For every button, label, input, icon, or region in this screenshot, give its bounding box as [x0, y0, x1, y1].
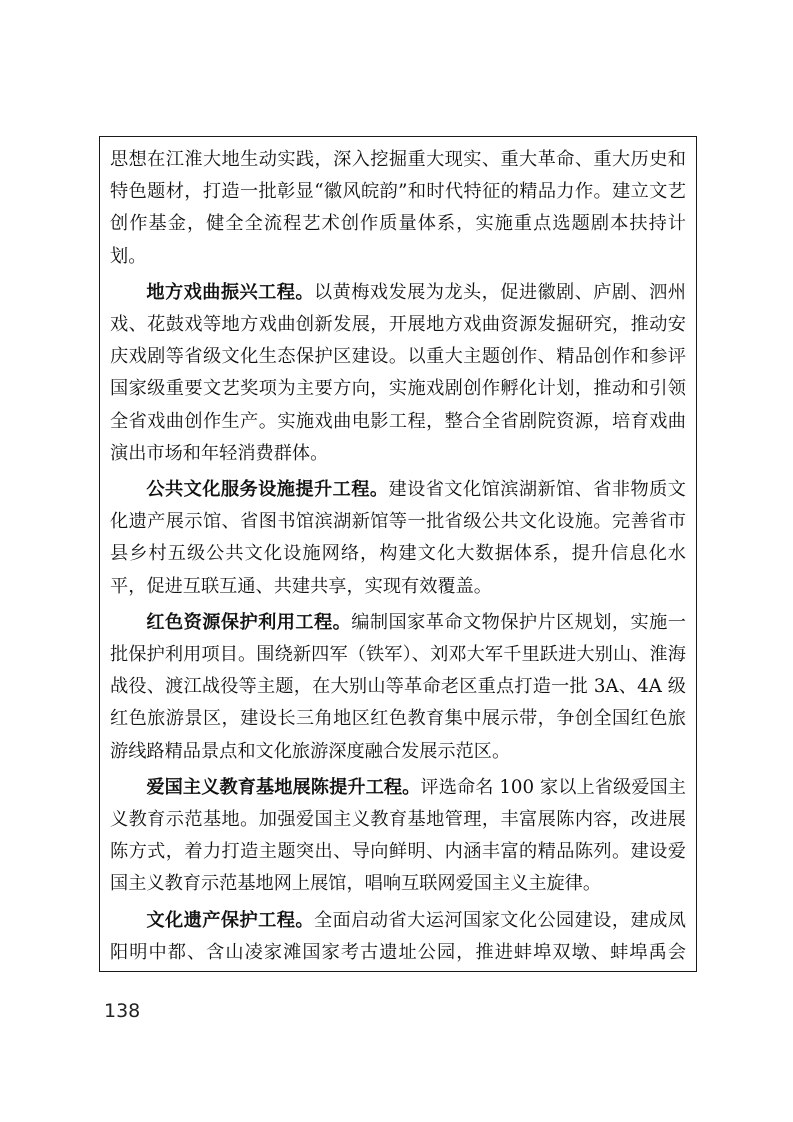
paragraph-public-culture [110, 474, 686, 603]
text-box-frame [99, 136, 697, 972]
page-number: 138 [104, 1000, 141, 1022]
paragraph-text: 编制国家革命文物保护片区规划，实施一批保护利用项目。围绕新四军（铁军）、刘邓大军千里跃进大别山、淮海战役、渡江战役等主题，在大别山等革命老区重点打造一批 3A、4A 级红色旅游景区，建设长三角地区红色教育集中展示带，争创全国红色旅游线路精品景点和文化旅游深度融合发展示范区。 [110, 611, 686, 762]
paragraph-heading: 地方戏曲振兴工程。 [146, 281, 314, 303]
paragraph-red-resources [110, 607, 686, 768]
paragraph-heading: 爱国主义教育基地展陈提升工程。 [146, 776, 421, 798]
paragraph-text: 以黄梅戏发展为龙头，促进徽剧、庐剧、泗州戏、花鼓戏等地方戏曲创新发展，开展地方戏曲资源发掘研究，推动安庆戏剧等省级文化生态保护区建设。以重大主题创作、精品创作和参评国家级重要文艺奖项为主要方向，实施戏剧创作孵化计划，推动和引领全省戏曲创作生产。实施戏曲电影工程，整合全省剧院资源，培育戏曲演出市场和年轻消费群体。 [110, 281, 686, 464]
paragraph-text: 全面启动省大运河国家文化公园建设，建成凤阳明中都、含山凌家滩国家考古遗址公园，推进蚌埠双墩、蚌埠禹会 [110, 909, 686, 963]
paragraph-heading: 公共文化服务设施提升工程。 [146, 479, 389, 501]
text-box-content [110, 144, 686, 972]
paragraph-heading: 文化遗产保护工程。 [146, 909, 314, 931]
paragraph-continued [110, 144, 686, 273]
paragraph-opera-revival [110, 277, 686, 470]
paragraph-heritage-protection [110, 905, 686, 972]
paragraph-text: 思想在江淮大地生动实践，深入挖掘重大现实、重大革命、重大历史和特色题材，打造一批彰显“徽风皖韵”和时代特征的精品力作。建立文艺创作基金，健全全流程艺术创作质量体系，实施重点选题剧本扶持计划。 [110, 149, 686, 267]
paragraph-patriotic-education [110, 772, 686, 901]
paragraph-text: 建设省文化馆滨湖新馆、省非物质文化遗产展示馆、省图书馆滨湖新馆等一批省级公共文化设施。完善省市县乡村五级公共文化设施网络，构建文化大数据体系，提升信息化水平，促进互联互通、共建共享，实现有效覆盖。 [110, 479, 686, 597]
paragraph-text: 评选命名 100 家以上省级爱国主义教育示范基地。加强爱国主义教育基地管理，丰富展陈内容，改进展陈方式，着力打造主题突出、导向鲜明、内涵丰富的精品陈列。建设爱国主义教育示范基地网上展馆，唱响互联网爱国主义主旋律。 [110, 776, 686, 895]
paragraph-heading: 红色资源保护利用工程。 [146, 611, 352, 633]
